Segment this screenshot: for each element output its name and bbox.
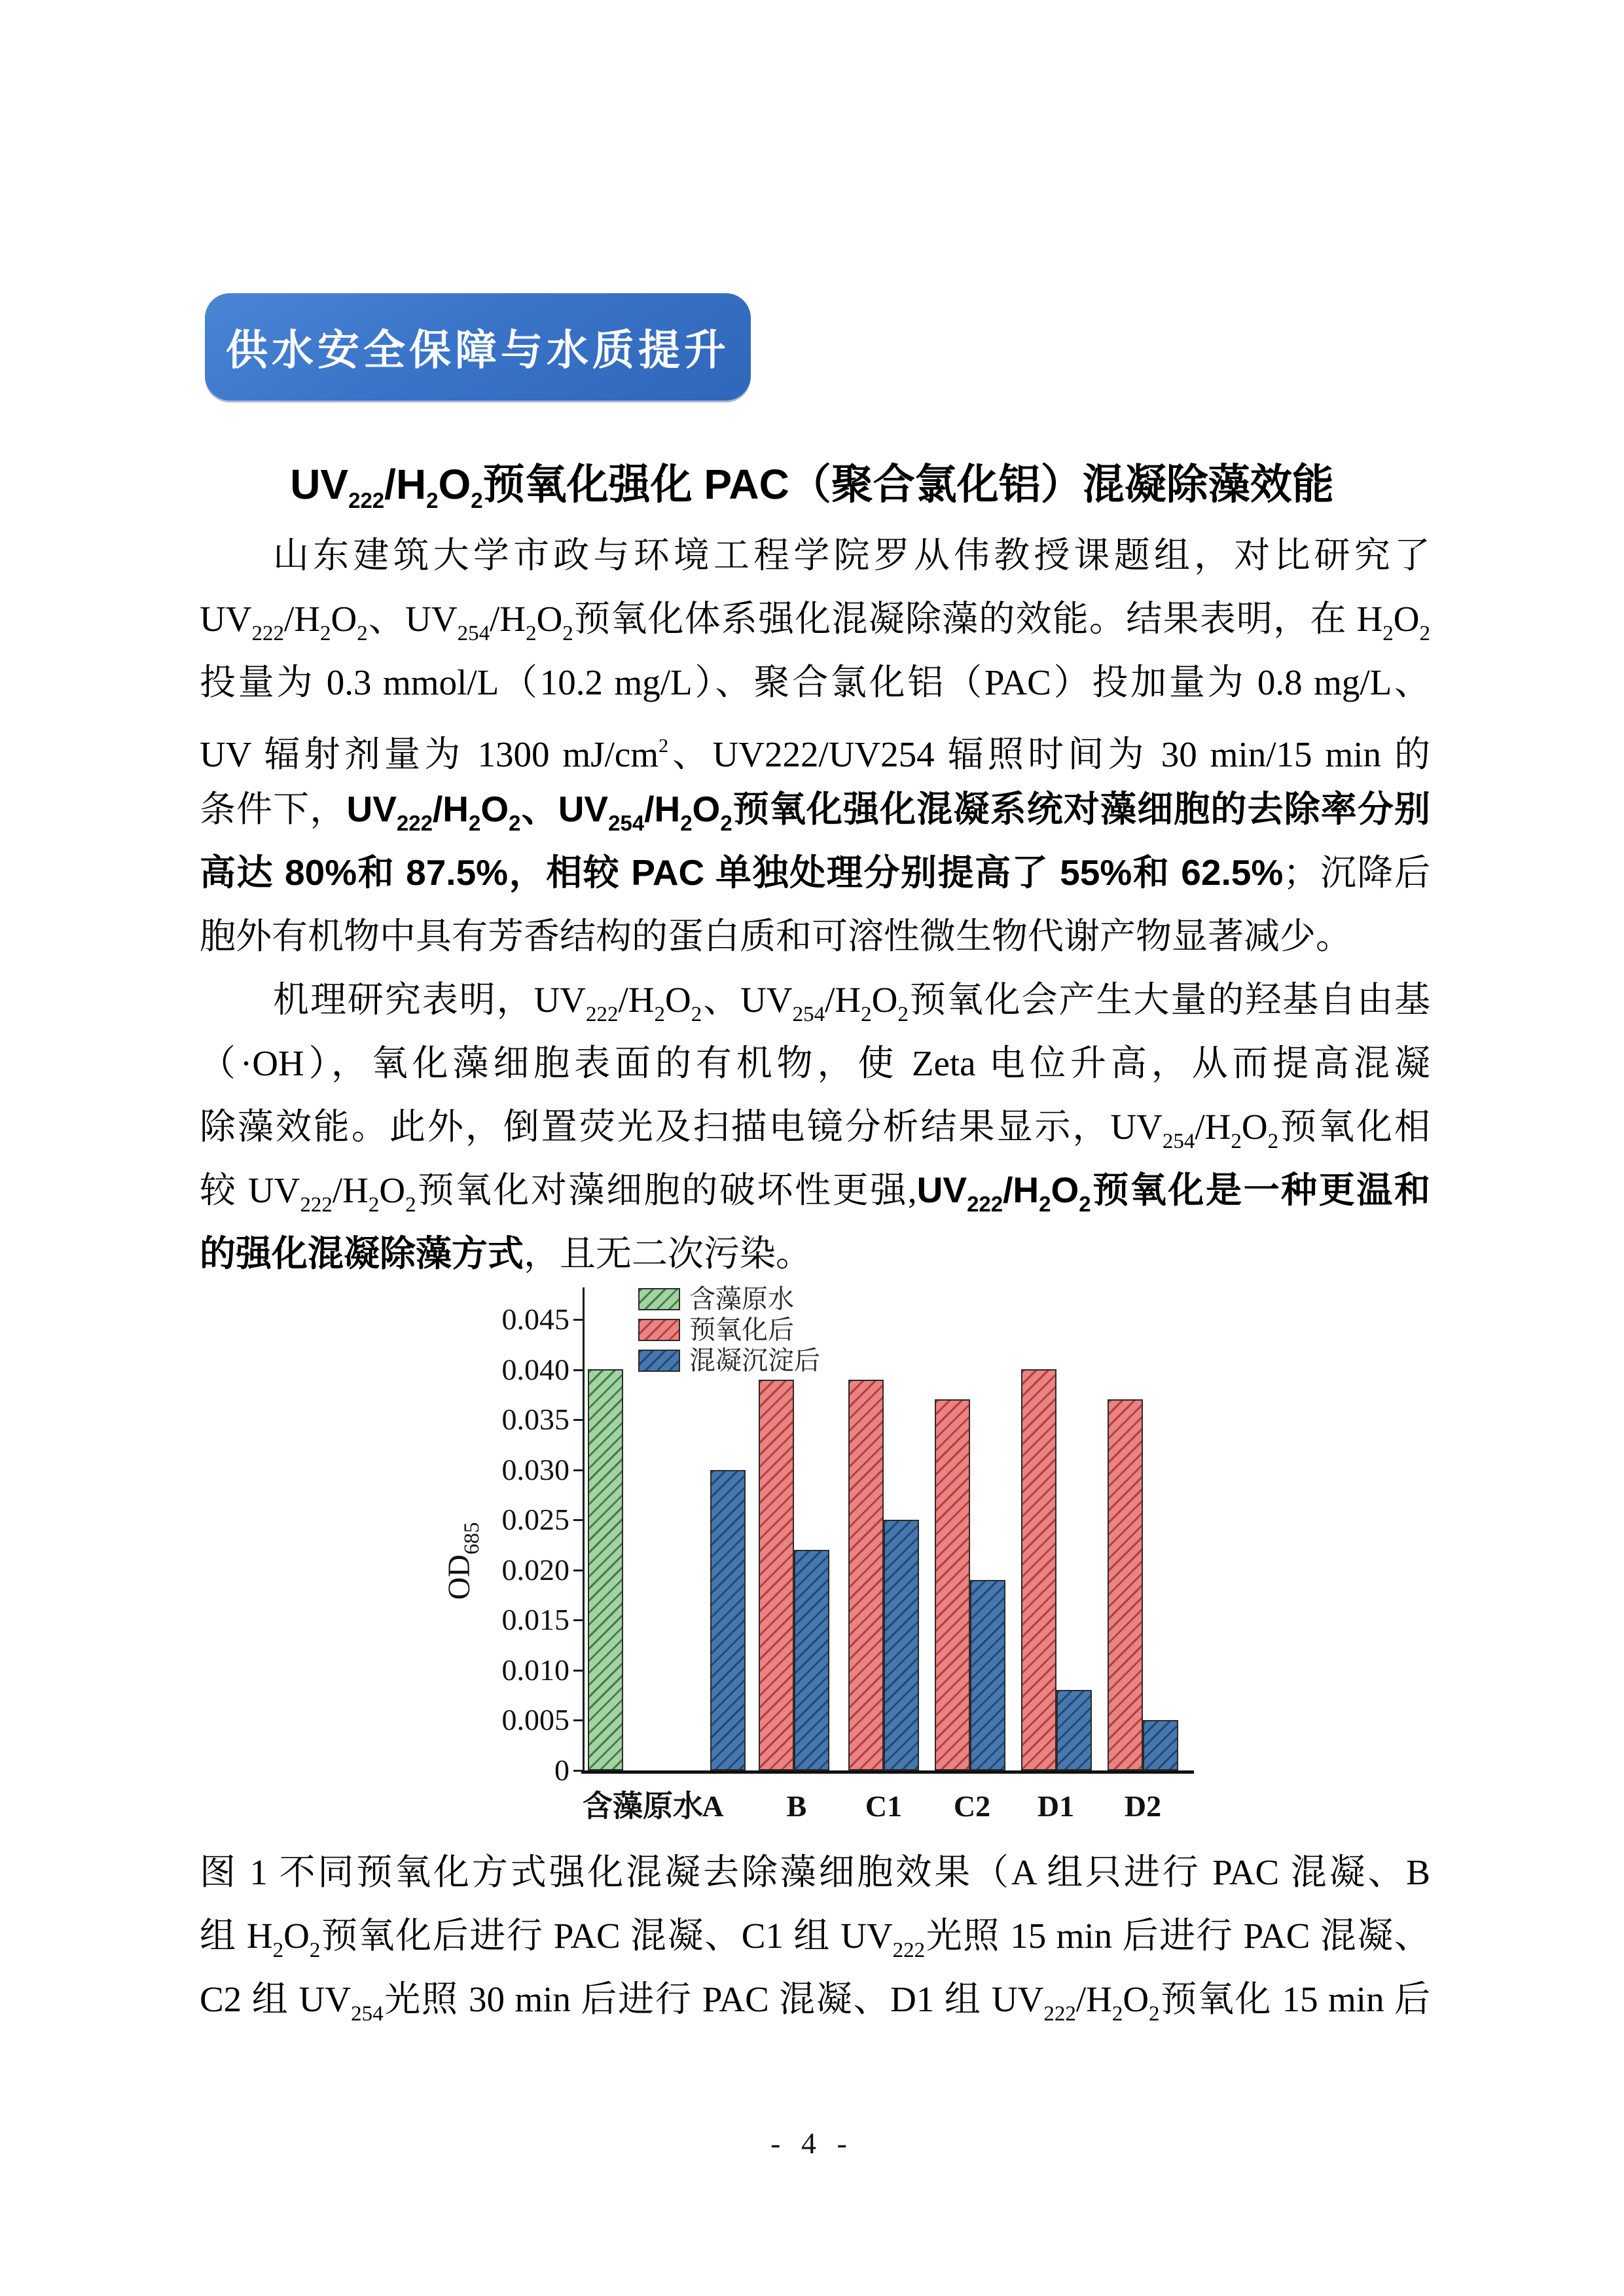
figure-chart xyxy=(432,1280,1270,1856)
x-category-label: A xyxy=(702,1789,724,1823)
text-line xyxy=(200,1095,1430,1158)
text-segment: O xyxy=(536,599,563,639)
text-segment: 2 xyxy=(1231,1130,1242,1153)
chart-legend xyxy=(638,1283,820,1376)
text-segment: 222 xyxy=(586,1003,619,1026)
text-segment: 光照 30 min 后进行 PAC 混凝、D1 组 UV xyxy=(383,1979,1044,2019)
text-segment: 预氧化 15 min 后 xyxy=(1159,1979,1431,2019)
text-segment: 较 UV xyxy=(200,1170,300,1210)
text-segment: 2 xyxy=(368,1193,380,1217)
text-segment: 2 xyxy=(272,1939,284,1962)
bar-预氧化后-B xyxy=(759,1380,794,1770)
bar-混凝沉淀后-D1 xyxy=(1056,1690,1092,1770)
legend-label: 预氧化后 xyxy=(689,1314,794,1344)
text-line xyxy=(200,1840,1430,1904)
text-segment: /H xyxy=(1075,1979,1112,2019)
text-segment: 2 xyxy=(1111,2002,1123,2026)
bar-混凝沉淀后-A xyxy=(710,1470,746,1770)
legend-item xyxy=(638,1314,820,1345)
text-segment: ，且无二次污染。 xyxy=(524,1234,812,1274)
text-segment: 254 xyxy=(457,622,490,645)
text-segment: 254 xyxy=(1162,1130,1195,1153)
text-line xyxy=(200,1222,1430,1285)
y-axis xyxy=(583,1287,585,1773)
text-segment: OD xyxy=(442,1554,477,1600)
text-segment: O xyxy=(1393,599,1420,639)
text-segment: /H xyxy=(384,460,427,508)
y-tick-label: 0.040 xyxy=(501,1353,569,1386)
text-line xyxy=(200,587,1430,651)
text-segment: 投量为 0.3 mmol/L（10.2 mg/L）、聚合氯化铝（PAC）投加量为 0.8 mg/L、 xyxy=(200,662,1430,702)
text-segment: O xyxy=(871,980,898,1020)
text-segment: 预氧化是一种更温和 xyxy=(1091,1170,1430,1210)
text-segment: O xyxy=(1051,1170,1079,1210)
text-segment: 预氧化体系强化混凝除藻的效能。结果表明，在 H xyxy=(573,599,1383,639)
text-segment: 2 xyxy=(897,1003,909,1026)
text-segment: O xyxy=(480,789,509,829)
text-segment: 2 xyxy=(659,735,669,757)
y-tick-label: 0.045 xyxy=(501,1302,569,1336)
text-segment: 图 1 不同预氧化方式强化混凝去除藻细胞效果（A 组只进行 PAC 混凝、B xyxy=(200,1852,1430,1892)
legend-swatch-icon xyxy=(638,1350,680,1372)
text-segment: /H xyxy=(1003,1170,1039,1210)
text-segment: 2 xyxy=(1382,622,1394,645)
text-segment: 222 xyxy=(348,488,385,512)
legend-label: 含藻原水 xyxy=(689,1283,794,1314)
x-axis xyxy=(581,1770,1194,1774)
figure-caption xyxy=(200,1840,1430,2031)
text-segment: 、UV xyxy=(702,980,793,1020)
text-segment: O xyxy=(379,1170,406,1210)
y-axis-tick xyxy=(573,1670,583,1672)
bar-预氧化后-D2 xyxy=(1108,1399,1143,1770)
legend-item xyxy=(638,1345,820,1376)
text-segment: 预氧化会产生大量的羟基自由基 xyxy=(908,980,1430,1020)
text-segment: 山东建筑大学市政与环境工程学院罗从伟教授课题组，对比研究了 xyxy=(273,535,1430,575)
text-segment: /H xyxy=(332,1170,369,1210)
y-tick-label: 0.005 xyxy=(501,1703,569,1736)
bar-预氧化后-C2 xyxy=(935,1399,970,1770)
y-tick-label: 0.015 xyxy=(501,1603,569,1636)
text-segment: O xyxy=(1123,1979,1149,2019)
text-segment: 、UV222/UV254 辐照时间为 30 min/15 min 的 xyxy=(668,734,1431,774)
y-axis-tick xyxy=(573,1719,583,1721)
text-segment: 222 xyxy=(1043,2002,1076,2026)
y-tick-label: 0.030 xyxy=(501,1453,569,1486)
text-segment: 2 xyxy=(468,811,481,835)
article-body xyxy=(200,524,1430,1285)
text-line xyxy=(200,841,1430,905)
y-tick-label: 0.010 xyxy=(501,1653,569,1687)
text-segment: 2 xyxy=(1079,1192,1091,1216)
bar-含藻原水-含藻原水 xyxy=(588,1369,623,1770)
bar-混凝沉淀后-C2 xyxy=(970,1580,1005,1770)
text-line xyxy=(200,651,1430,714)
text-segment: 机理研究表明，UV xyxy=(273,980,586,1020)
text-line xyxy=(200,1031,1430,1095)
text-segment: 高达 80%和 87.5%，相较 PAC 单独处理分别提高了 55%和 62.5% xyxy=(200,852,1284,893)
text-segment: 、UV xyxy=(367,599,458,639)
text-segment: UV xyxy=(290,460,349,508)
text-segment: /H xyxy=(1195,1107,1231,1147)
text-line xyxy=(200,905,1430,968)
x-category-label: C2 xyxy=(953,1789,991,1823)
text-segment: 2 xyxy=(861,1003,872,1026)
text-segment: 2 xyxy=(357,622,368,645)
text-segment: 254 xyxy=(351,2002,384,2026)
text-segment: 的强化混凝除藻方式 xyxy=(200,1233,524,1274)
y-axis-tick xyxy=(573,1619,583,1621)
section-banner-label: 供水安全保障与水质提升 xyxy=(226,327,730,374)
text-segment: 除藻效能。此外，倒置荧光及扫描电镜分析结果显示，UV xyxy=(200,1107,1163,1147)
text-segment: 2 xyxy=(720,811,732,835)
y-axis-tick xyxy=(573,1369,583,1371)
text-segment: 、UV xyxy=(520,789,609,829)
y-tick-label: 0 xyxy=(554,1753,569,1787)
text-segment: 685 xyxy=(460,1522,484,1555)
y-tick-label: 0.025 xyxy=(501,1503,569,1536)
text-segment: 2 xyxy=(1267,1130,1279,1153)
text-line xyxy=(200,778,1430,841)
x-category-label: 含藻原水 xyxy=(583,1789,703,1823)
text-line xyxy=(200,1158,1430,1222)
y-axis-tick xyxy=(573,1770,583,1772)
text-segment: /H xyxy=(825,980,861,1020)
text-segment: /H xyxy=(644,789,681,829)
text-segment: 2 xyxy=(509,811,521,835)
text-segment: 2 xyxy=(1419,622,1430,645)
y-axis-tick xyxy=(573,1519,583,1521)
text-segment: O xyxy=(331,599,357,639)
page-number: - 4 - xyxy=(770,2126,854,2160)
text-segment: 预氧化后进行 PAC 混凝、C1 组 UV xyxy=(320,1916,893,1956)
text-segment: 222 xyxy=(251,622,284,645)
text-segment: 2 xyxy=(309,1939,321,1962)
text-segment: 2 xyxy=(471,488,483,512)
text-segment: /H xyxy=(283,599,320,639)
text-line xyxy=(200,714,1430,778)
bar-预氧化后-C1 xyxy=(848,1380,884,1770)
legend-swatch-icon xyxy=(638,1288,680,1310)
text-segment: 2 xyxy=(562,622,573,645)
bar-混凝沉淀后-C1 xyxy=(884,1520,919,1770)
section-banner xyxy=(205,293,751,401)
text-segment: 预氧化强化混凝系统对藻细胞的去除率分别 xyxy=(732,789,1430,829)
text-segment: /H xyxy=(618,980,655,1020)
text-segment: 预氧化相 xyxy=(1278,1107,1430,1147)
text-segment: 2 xyxy=(319,622,331,645)
text-segment: UV xyxy=(346,789,397,829)
article-title xyxy=(98,448,1526,520)
text-segment: 预氧化强化 PAC（聚合氯化铝）混凝除藻效能 xyxy=(482,460,1334,508)
text-line xyxy=(200,524,1430,587)
text-segment: O xyxy=(1241,1107,1268,1147)
x-category-label: D2 xyxy=(1124,1789,1162,1823)
text-segment: 2 xyxy=(1149,2002,1160,2026)
text-segment: O xyxy=(692,789,721,829)
bar-混凝沉淀后-B xyxy=(794,1550,829,1770)
text-segment: 2 xyxy=(654,1003,666,1026)
text-segment: 2 xyxy=(691,1003,702,1026)
text-segment: 胞外有机物中具有芳香结构的蛋白质和可溶性微生物代谢产物显著减少。 xyxy=(200,916,1352,956)
text-segment: 2 xyxy=(1039,1192,1051,1216)
text-segment: O xyxy=(665,980,691,1020)
bar-预氧化后-D1 xyxy=(1021,1369,1056,1770)
y-axis-tick xyxy=(573,1469,583,1471)
text-segment: UV 辐射剂量为 1300 mJ/cm xyxy=(200,734,659,774)
y-tick-label: 0.035 xyxy=(501,1403,569,1436)
y-axis-tick xyxy=(573,1319,583,1321)
x-category-label: C1 xyxy=(865,1789,903,1823)
text-segment: 条件下， xyxy=(200,789,347,829)
text-segment: 222 xyxy=(396,811,433,835)
y-axis-tick xyxy=(573,1570,583,1571)
text-segment: （·OH），氧化藻细胞表面的有机物，使 Zeta 电位升高，从而提高混凝 xyxy=(200,1043,1430,1083)
y-axis-tick xyxy=(573,1419,583,1421)
x-category-label: B xyxy=(786,1789,807,1823)
bar-混凝沉淀后-D2 xyxy=(1143,1720,1178,1770)
text-segment: O xyxy=(283,1916,310,1956)
text-segment: 222 xyxy=(967,1192,1003,1216)
text-segment: 组 H xyxy=(200,1916,273,1956)
text-segment: 2 xyxy=(405,1193,416,1217)
text-segment: O xyxy=(438,460,471,508)
text-segment: 222 xyxy=(892,1939,926,1962)
text-segment: 222 xyxy=(300,1193,333,1217)
text-segment: 254 xyxy=(608,811,645,835)
legend-item xyxy=(638,1283,820,1314)
legend-swatch-icon xyxy=(638,1319,680,1341)
text-segment: UV xyxy=(916,1170,967,1210)
x-category-label: D1 xyxy=(1037,1789,1075,1823)
text-segment: 光照 15 min 后进行 PAC 混凝、 xyxy=(925,1916,1430,1956)
text-segment: ；沉降后 xyxy=(1283,853,1430,893)
text-segment: 2 xyxy=(426,488,439,512)
text-segment: 254 xyxy=(792,1003,825,1026)
text-segment: /H xyxy=(490,599,526,639)
text-segment: UV xyxy=(200,599,252,639)
legend-label: 混凝沉淀后 xyxy=(689,1345,820,1375)
text-segment: /H xyxy=(432,789,469,829)
text-line xyxy=(200,968,1430,1031)
text-line xyxy=(200,1967,1430,2031)
y-tick-label: 0.020 xyxy=(501,1553,569,1587)
text-line xyxy=(200,1904,1430,1967)
text-segment: C2 组 UV xyxy=(200,1979,352,2019)
text-segment: 2 xyxy=(526,622,537,645)
text-segment: 预氧化对藻细胞的破坏性更强, xyxy=(416,1170,917,1210)
text-segment: 2 xyxy=(680,811,693,835)
